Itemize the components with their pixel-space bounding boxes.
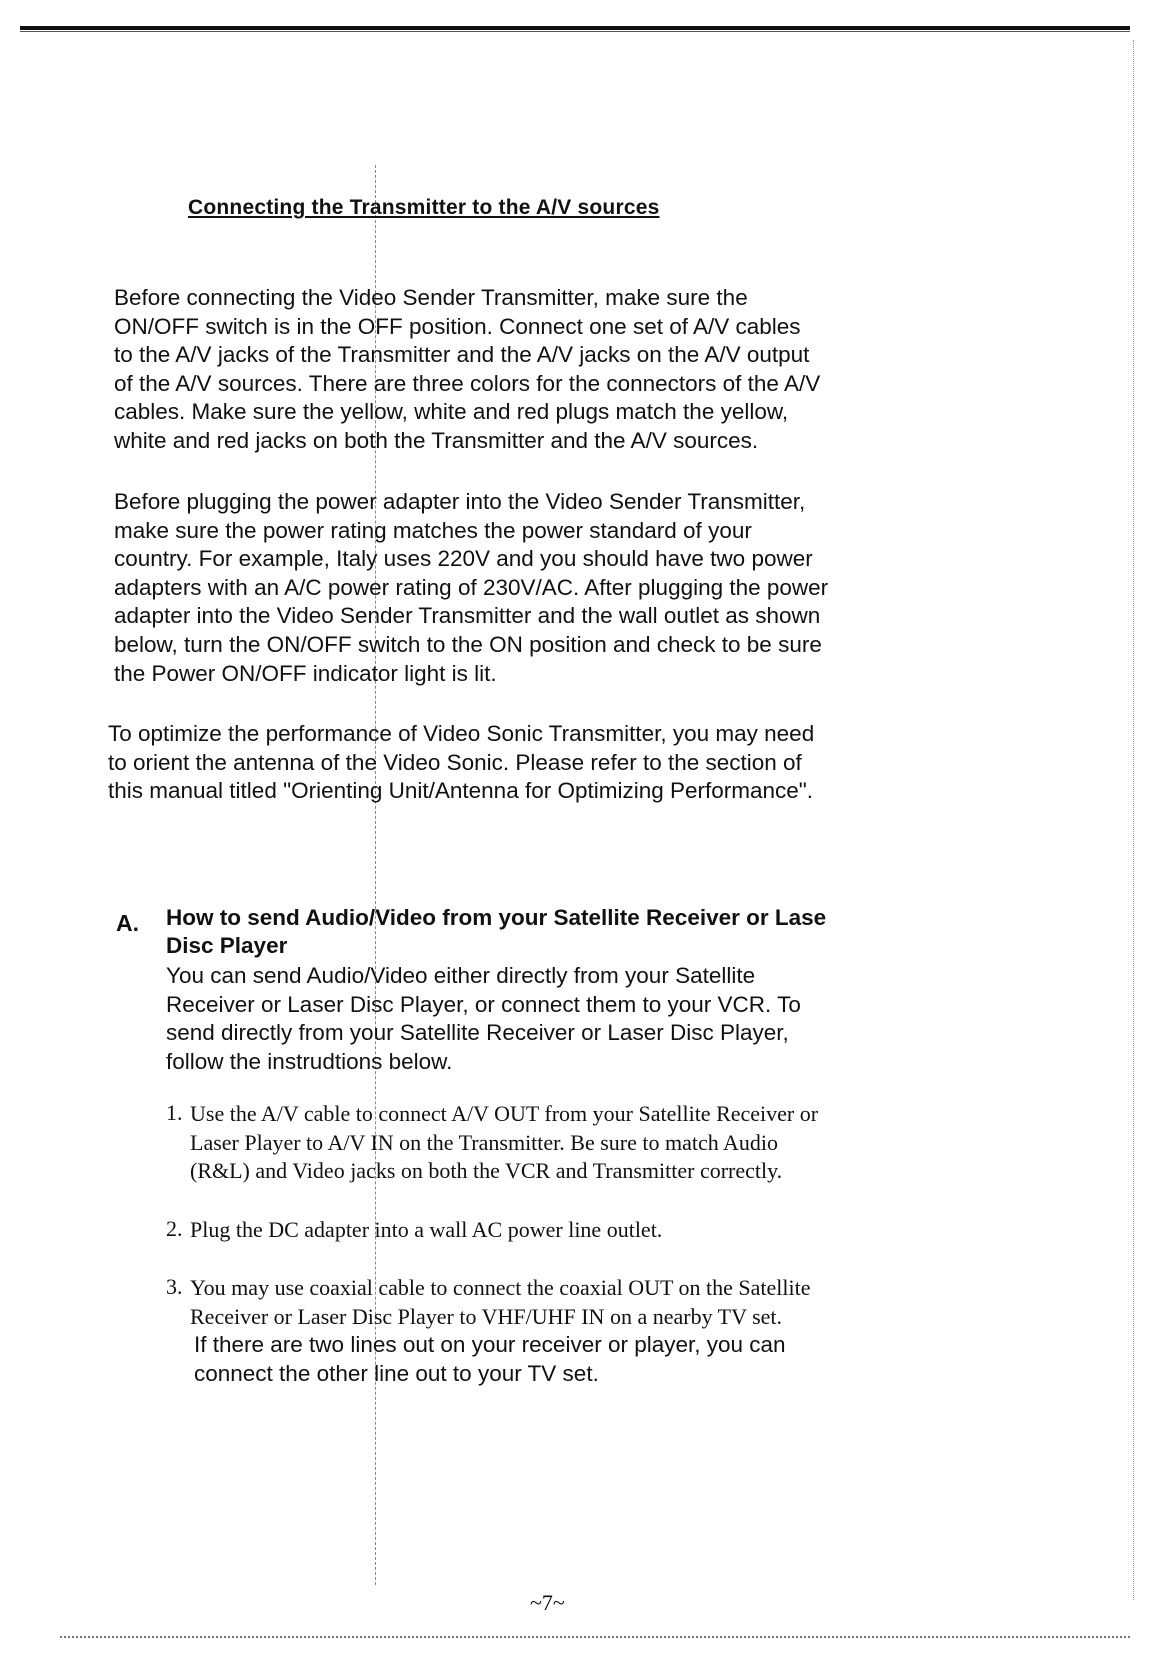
page-title: Connecting the Transmitter to the A/V sources (188, 196, 660, 219)
section-letter: A. (116, 910, 139, 936)
top-rule (20, 26, 1130, 30)
paragraph-connecting: Before connecting the Video Sender Transmitter, make sure the ON/OFF switch is in the OFF position. Connect one set of A/V cables to the A/V jacks of the Transmitter and the A/V jacks on the A/V output of the A/V sources. There are three colors for the connectors of the A/V cables. Make sure the yellow, white and red plugs match the yellow, white and red jacks on both the Transmitter and the A/V sources. (114, 285, 821, 453)
step-number: 2. (166, 1216, 183, 1241)
step-text-continuation: If there are two lines out on your receiver or player, you can connect the other line out to your TV set. (194, 1332, 786, 1386)
section-heading: How to send Audio/Video from your Satellite Receiver or Lase Disc Player (166, 905, 827, 958)
scan-bottom-edge (60, 1636, 1130, 1640)
step-text: You may use coaxial cable to connect the coaxial OUT on the Satellite Receiver or Laser Disc Player to VHF/UHF IN on a nearby TV set. (190, 1275, 811, 1329)
paragraph-power-adapter: Before plugging the power adapter into the Video Sender Transmitter, make sure the power rating matches the power standard of your country. For example, Italy uses 220V and you should have two power adapters with an A/C power rating of 230V/AC. After plugging the power adapter into the Video Sender Transmitter and the wall outlet as shown below, turn the ON/OFF switch to the ON position and check to be sure the Power ON/OFF indicator light is lit. (114, 489, 829, 686)
step-text: Use the A/V cable to connect A/V OUT from your Satellite Receiver or Laser Player to A/V IN on the Transmitter. Be sure to match Audio (R&L) and Video jacks on both the VCR and Transmitter correctly. (190, 1101, 819, 1183)
step-number: 3. (166, 1274, 183, 1299)
paragraph-optimize: To optimize the performance of Video Sonic Transmitter, you may need to orient the antenna of the Video Sonic. Please refer to the section of this manual titled "Orienting Unit/Antenna for Optimizing Performance". (108, 721, 815, 804)
step-number: 1. (166, 1100, 183, 1125)
step-text: Plug the DC adapter into a wall AC power line outlet. (190, 1217, 663, 1242)
section-intro: You can send Audio/Video either directly from your Satellite Receiver or Laser Disc Player, or connect them to your VCR. To send directly from your Satellite Receiver or Laser Disc Player, follow the instrudtions below. (166, 963, 801, 1074)
top-rule-shadow (20, 31, 1130, 32)
scan-right-edge (1133, 40, 1134, 1600)
page-number: ~7~ (530, 1590, 565, 1615)
